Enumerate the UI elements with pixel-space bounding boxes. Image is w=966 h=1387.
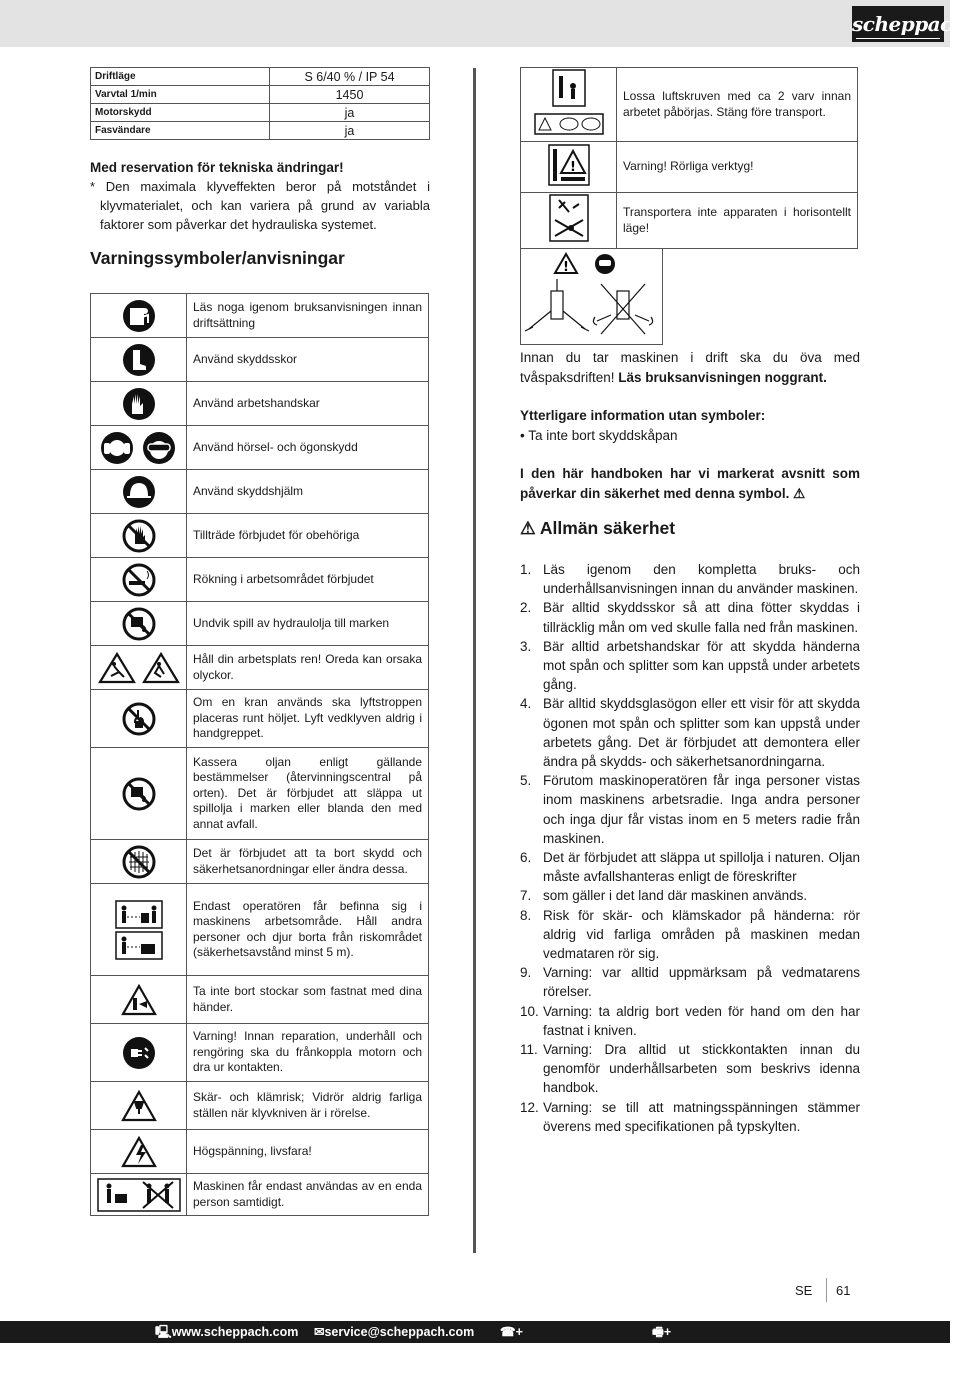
- two-hand-operation-figure: [520, 248, 663, 345]
- footer-phone: ☎ +(49)-08223-4002-99: [500, 1325, 581, 1383]
- symbol-row: [91, 1082, 429, 1130]
- ear-eye-protection-icon: [99, 439, 179, 456]
- symbol-row: [91, 884, 429, 976]
- safety-rule: [520, 848, 860, 886]
- spec-table: [90, 67, 430, 140]
- spec-value: 1450: [270, 86, 430, 104]
- symbol-row: [91, 690, 429, 748]
- oil-disposal-icon: [121, 785, 157, 802]
- right-symbol-row: [521, 68, 858, 142]
- additional-item: • Ta inte bort skyddskåpan: [520, 427, 678, 443]
- crush-hazard-icon: [121, 1097, 157, 1114]
- rule-text: Varning: var alltid uppmärksam på vedmatarens rörelser.: [543, 965, 860, 1000]
- spec-value: ja: [270, 104, 430, 122]
- footer-bar: [0, 1321, 950, 1383]
- safety-rules-list: [520, 560, 860, 1136]
- rule-text: Bär alltid arbetshandskar för att skydda händerna mot spån och splitter som kan uppstå under arbetets gång.: [543, 638, 860, 693]
- symbol-text: Ta inte bort stockar som fastnat med dina händer.: [187, 976, 429, 1024]
- stuck-log-icon: [121, 991, 157, 1008]
- spec-key: Fasvändare: [91, 122, 270, 140]
- symbol-row: [91, 338, 429, 382]
- symbol-row: [91, 1130, 429, 1174]
- symbol-text: Om en kran används ska lyftstroppen placeras runt höljet. Lyft vedklyven aldrig i handgreppet.: [187, 690, 429, 748]
- symbol-row: [91, 514, 429, 558]
- marked-note-text: I den här handboken har vi markerat avsnitt som påverkar din säkerhet med denna symbol. ⚠: [520, 466, 860, 501]
- right-symbol-text: Lossa luftskruven med ca 2 varv innan arbetet påbörjas. Stäng före transport.: [617, 68, 858, 142]
- rule-number: 11.: [520, 1042, 538, 1058]
- column-divider: [473, 68, 476, 1253]
- symbol-text: Använd arbetshandskar: [187, 382, 429, 426]
- safety-rule: [520, 598, 860, 636]
- marked-note: [520, 464, 860, 503]
- rule-number: 5.: [520, 773, 532, 789]
- moving-tools-icon: [547, 159, 591, 191]
- unplug-icon: [121, 1044, 157, 1061]
- scheppach-logo: scheppach: [852, 6, 944, 42]
- rule-text: Bär alltid skyddsglasögon eller ett visir för att skydda ögonen mot spån och splitter som kan uppstå under arbetets gång. Det är förbjudet att demontera eller ändra på skydds- och säkerhetsanordningarna.: [543, 696, 860, 770]
- rule-number: 12.: [520, 1099, 539, 1115]
- section-title: Varningssymboler/anvisningar: [90, 248, 345, 268]
- general-safety-title: ⚠ Allmän säkerhet: [520, 518, 676, 538]
- rule-number: 4.: [520, 696, 532, 712]
- rule-number: 7.: [520, 888, 532, 904]
- rule-text: Varning: ta aldrig bort veden för hand om den har fastnat i kniven.: [543, 1003, 860, 1038]
- no-smoking-icon: [121, 571, 157, 588]
- symbol-row: [91, 426, 429, 470]
- symbol-row: [91, 470, 429, 514]
- rule-number: 9.: [520, 965, 532, 981]
- symbol-row: [91, 748, 429, 840]
- safety-rule: [520, 694, 860, 771]
- symbol-text: Håll din arbetsplats ren! Oreda kan orsaka olyckor.: [187, 646, 429, 690]
- spec-row: [91, 68, 430, 86]
- page-language: SE: [795, 1283, 813, 1298]
- spec-row: [91, 104, 430, 122]
- header-bar: [0, 0, 950, 47]
- symbol-text: Rökning i arbetsområdet förbjudet: [187, 558, 429, 602]
- air-screw-icon: [533, 123, 605, 140]
- two-hand-operation-icon: [521, 249, 662, 344]
- symbol-text: Det är förbjudet att ta bort skydd och säkerhetsanordningar eller ändra dessa.: [187, 840, 429, 884]
- transport-icon: [549, 229, 589, 246]
- spec-value: ja: [270, 122, 430, 140]
- rule-number: 2.: [520, 600, 532, 616]
- rule-text: som gäller i det land där maskinen används.: [543, 888, 808, 904]
- rule-number: 3.: [520, 638, 532, 654]
- operator-area-icon: [114, 921, 164, 938]
- two-hand-emphasis: Läs bruksanvisningen noggrant.: [618, 369, 827, 385]
- safety-rule: [520, 560, 860, 598]
- rule-text: Det är förbjudet att släppa ut spillolja i naturen. Oljan måste avfallshanteras enligt de föreskrifter: [543, 850, 860, 885]
- symbol-text: Kassera oljan enligt gällande bestämmelser (återvinningscentral på orten). Det är förbjudet att släppa ut spillolja i marken eller blanda den med annat avfall.: [187, 748, 429, 840]
- spec-row: [91, 122, 430, 140]
- rule-number: 8.: [520, 907, 532, 923]
- additional-title: Ytterligare information utan symboler:: [520, 408, 766, 423]
- rule-number: 10.: [520, 1003, 539, 1019]
- rule-text: Läs igenom den kompletta bruks- och underhållsanvisningen innan du använder maskinen.: [543, 562, 860, 597]
- rule-text: Varning: se till att matningsspänningen stämmer överens med specifikationen på typskylten.: [543, 1099, 860, 1134]
- warning-symbols-table: [90, 293, 429, 1216]
- reservation-note: [90, 158, 430, 234]
- safety-rule: [520, 1098, 860, 1136]
- right-symbol-text: Transportera inte apparaten i horisontellt läge!: [617, 193, 858, 249]
- trip-hazard-icon: [97, 659, 181, 676]
- right-symbol-row: [521, 193, 858, 249]
- safety-rule: [520, 1002, 860, 1040]
- svg-text:!: !: [563, 260, 569, 275]
- symbol-text: Högspänning, livsfara!: [187, 1130, 429, 1174]
- safety-rule: [520, 771, 860, 848]
- safety-rule: [520, 1040, 860, 1098]
- symbol-row: [91, 558, 429, 602]
- reservation-title: Med reservation för tekniska ändringar!: [90, 160, 344, 175]
- symbol-text: Undvik spill av hydraulolja till marken: [187, 602, 429, 646]
- page-number: 61: [836, 1283, 851, 1298]
- single-operator-icon: [97, 1186, 181, 1203]
- page-number-divider: [826, 1278, 827, 1302]
- additional-info: [520, 406, 860, 445]
- safety-rule: [520, 637, 860, 695]
- footer-web[interactable]: 🖳 www.scheppach.com: [155, 1325, 299, 1339]
- symbol-row: [91, 294, 429, 338]
- symbol-text: Maskinen får endast användas av en enda person samtidigt.: [187, 1174, 429, 1216]
- no-entry-icon: [121, 527, 157, 544]
- spec-value: S 6/40 % / IP 54: [270, 68, 430, 86]
- symbol-row: [91, 1174, 429, 1216]
- rule-text: Risk för skär- och klämskador på händerna: rör aldrig vid farliga områden på maskinen medan vedmataren rör sig.: [543, 907, 860, 962]
- right-symbol-text: Varning! Rörliga verktyg!: [617, 142, 858, 193]
- safety-boots-icon: [121, 351, 157, 368]
- rule-number: 1.: [520, 562, 532, 577]
- spec-row: [91, 86, 430, 104]
- symbol-text: Använd hörsel- och ögonskydd: [187, 426, 429, 470]
- helmet-icon: [121, 483, 157, 500]
- safety-rule: [520, 963, 860, 1001]
- symbol-text: Endast operatören får befinna sig i maskinens arbetsområde. Håll andra personer och djur borta från riskområdet (säkerhetsavstånd minst 5 m).: [187, 884, 429, 976]
- spec-key: Motorskydd: [91, 104, 270, 122]
- rule-text: Bär alltid skyddsskor så att dina fötter skyddas i tillräcklig mån om ved skulle falla ned från maskinen.: [543, 600, 860, 635]
- symbol-row: [91, 976, 429, 1024]
- svg-text:!: !: [569, 159, 576, 175]
- symbol-row: [91, 1024, 429, 1082]
- symbol-text: Skär- och klämrisk; Vidrör aldrig farliga ställen när klyvkniven är i rörelse.: [187, 1082, 429, 1130]
- two-hand-text: Innan du tar maskinen i drift ska du öva med tvåspaksdriften!: [520, 350, 860, 385]
- rule-number: 6.: [520, 850, 532, 866]
- right-symbols-table: [520, 67, 858, 249]
- spec-key: Varvtal 1/min: [91, 86, 270, 104]
- gloves-icon: [121, 395, 157, 412]
- symbol-row: [91, 602, 429, 646]
- crane-icon: [121, 710, 157, 727]
- symbol-text: Varning! Innan reparation, underhåll och rengöring ska du frånkoppla motorn och dra ur kontakten.: [187, 1024, 429, 1082]
- high-voltage-icon: [121, 1143, 157, 1160]
- symbol-row: [91, 840, 429, 884]
- symbol-text: Använd skyddshjälm: [187, 470, 429, 514]
- footer-email[interactable]: ✉ service@scheppach.com: [314, 1325, 475, 1339]
- symbol-text: Använd skyddsskor: [187, 338, 429, 382]
- spec-key: Driftläge: [91, 68, 270, 86]
- right-symbol-row: [521, 142, 858, 193]
- symbol-text: Läs noga igenom bruksanvisningen innan driftsättning: [187, 294, 429, 338]
- read-manual-icon: [121, 307, 157, 324]
- reservation-footnote: * Den maximala klyveffekten beror på motståndet i klyvmaterialet, och kan variera på grund av variabla faktorer som påverkar det hydrauliska systemet.: [90, 179, 430, 232]
- symbol-text: Tillträde förbjudet för obehöriga: [187, 514, 429, 558]
- no-guard-removal-icon: [121, 853, 157, 870]
- footer-fax: 🖷 +(49)-08223-4002-58: [652, 1325, 730, 1383]
- no-oil-spill-icon: [121, 615, 157, 632]
- safety-rule: [520, 886, 860, 905]
- two-hand-note: [520, 348, 860, 387]
- symbol-row: [91, 646, 429, 690]
- rule-text: Förutom maskinoperatören får inga personer vistas inom maskinens arbetsradie. Inga andra personer och inga djur får vistas inom en 5 meters radie från maskinen.: [543, 773, 860, 846]
- symbol-row: [91, 382, 429, 426]
- safety-rule: [520, 906, 860, 964]
- rule-text: Varning: Dra alltid ut stickkontakten innan du genomför underhållsarbeten som beskrivs idenna handbok.: [543, 1042, 860, 1096]
